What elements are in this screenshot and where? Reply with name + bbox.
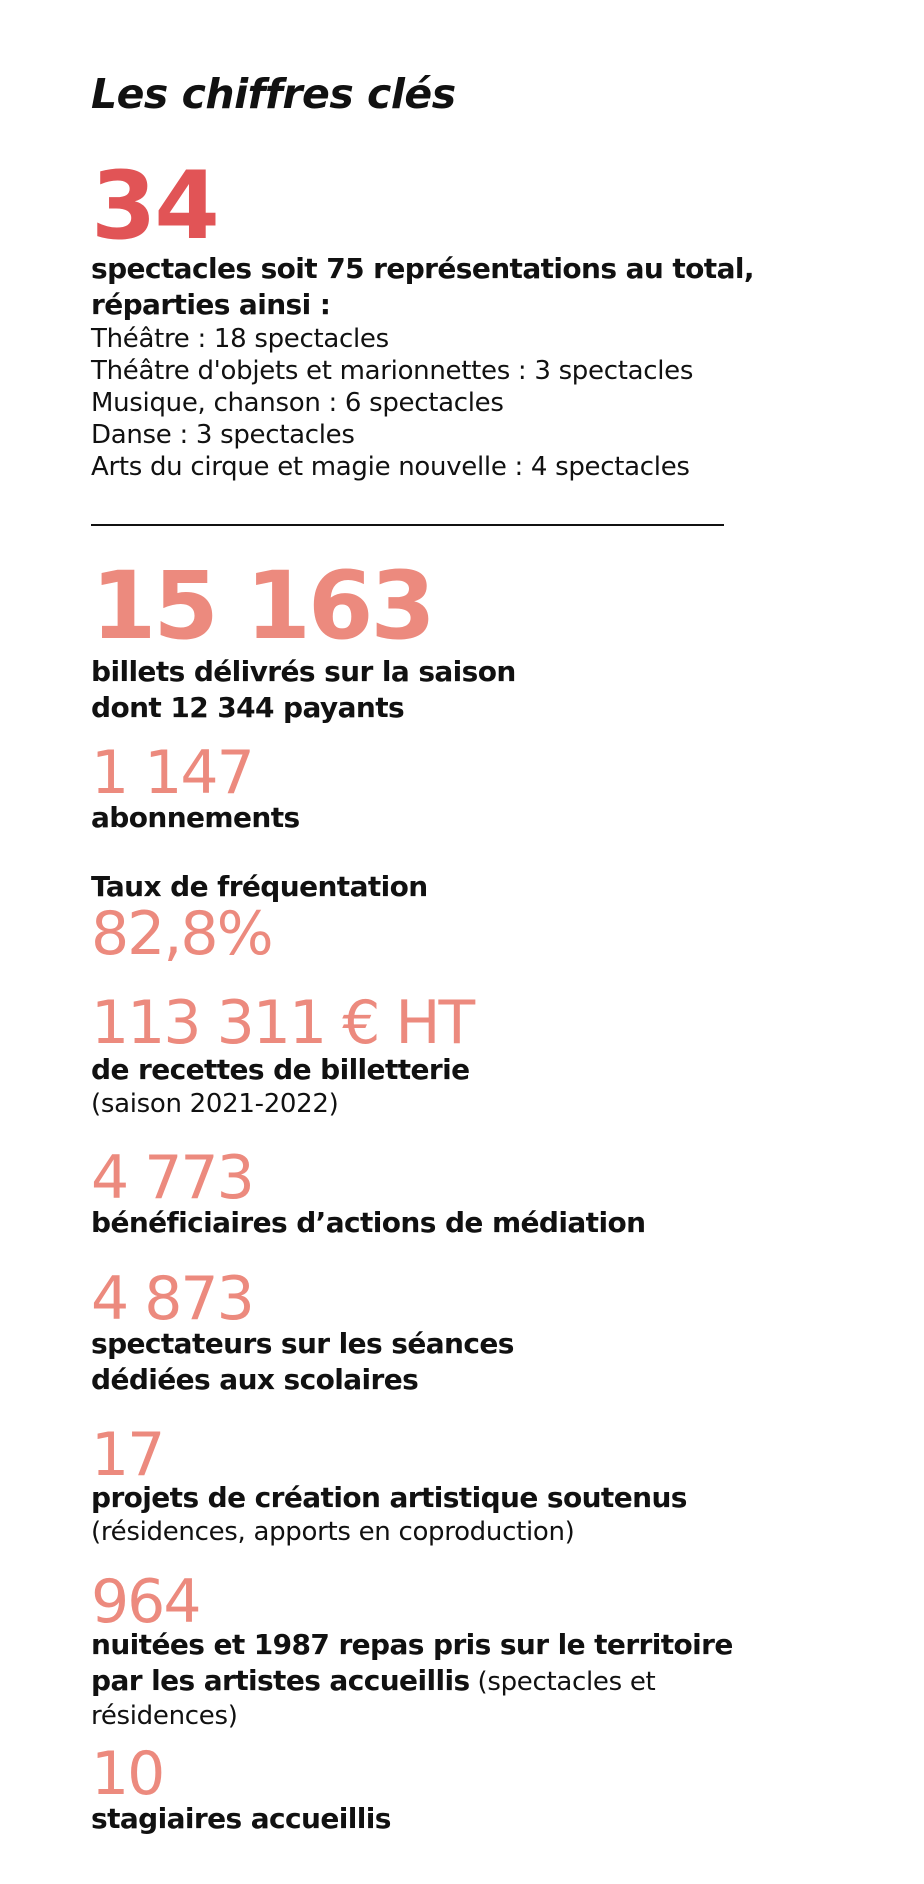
stat-spectacles: [91, 152, 811, 483]
stat-nuitees-label-line2: [91, 1663, 811, 1700]
stat-billets-label-line1: billets délivrés sur la saison: [91, 655, 516, 688]
stat-creation: [91, 1420, 811, 1548]
stat-creation-number: 17: [91, 1420, 164, 1490]
stat-stagiaires: [91, 1739, 811, 1837]
stat-nuitees-label-line3: résidences): [91, 1701, 238, 1731]
stat-scolaires: [91, 1264, 811, 1398]
stat-recettes-note: (saison 2021-2022): [91, 1089, 339, 1119]
spectacles-breakdown-list: [91, 323, 811, 483]
stat-recettes-number: 113 311 € HT: [91, 988, 474, 1058]
stat-scolaires-number: 4 873: [91, 1264, 253, 1334]
stat-mediation-number: 4 773: [91, 1143, 253, 1213]
stat-frequentation-number: 82,8%: [91, 899, 272, 969]
stat-billets-label-line2: dont 12 344 payants: [91, 691, 405, 724]
stat-stagiaires-number: 10: [91, 1739, 164, 1809]
stat-nuitees-label-line1: nuitées et 1987 repas pris sur le territoire: [91, 1628, 733, 1661]
stat-spectacles-number: 34: [91, 152, 218, 261]
stat-stagiaires-label: stagiaires accueillis: [91, 1802, 391, 1835]
stat-nuitees: [91, 1567, 811, 1732]
stat-recettes-label: de recettes de billetterie: [91, 1053, 470, 1086]
breakdown-item: Arts du cirque et magie nouvelle : 4 spectacles: [91, 452, 690, 482]
stat-spectacles-label-line2: réparties ainsi :: [91, 288, 331, 321]
breakdown-item: Musique, chanson : 6 spectacles: [91, 388, 504, 418]
section-divider: [91, 524, 724, 526]
breakdown-item: Théâtre d'objets et marionnettes : 3 spectacles: [91, 356, 694, 386]
stat-scolaires-label-line2: dédiées aux scolaires: [91, 1363, 419, 1396]
stat-billets: [91, 552, 811, 726]
stat-creation-label: projets de création artistique soutenus: [91, 1481, 687, 1514]
stat-frequentation-label: Taux de fréquentation: [91, 870, 428, 903]
breakdown-item: Danse : 3 spectacles: [91, 420, 355, 450]
stat-abonnements: [91, 738, 811, 836]
stat-abonnements-number: 1 147: [91, 738, 253, 808]
breakdown-item: Théâtre : 18 spectacles: [91, 324, 389, 354]
stat-mediation-label: bénéficiaires d’actions de médiation: [91, 1206, 646, 1239]
stat-billets-number: 15 163: [91, 552, 433, 661]
stat-spectacles-label-line1: spectacles soit 75 représentations au total,: [91, 252, 754, 285]
stat-mediation: [91, 1143, 811, 1241]
stat-nuitees-line2-bold: par les artistes accueillis: [91, 1664, 470, 1697]
stat-creation-note: (résidences, apports en coproduction): [91, 1517, 575, 1547]
stat-scolaires-label-line1: spectateurs sur les séances: [91, 1327, 514, 1360]
page-title: Les chiffres clés: [91, 70, 456, 118]
stat-nuitees-number: 964: [91, 1567, 200, 1637]
stat-frequentation: [91, 869, 811, 969]
stat-abonnements-label: abonnements: [91, 801, 300, 834]
stat-recettes: [91, 988, 811, 1120]
stat-nuitees-line2-light: (spectacles et: [469, 1667, 656, 1697]
